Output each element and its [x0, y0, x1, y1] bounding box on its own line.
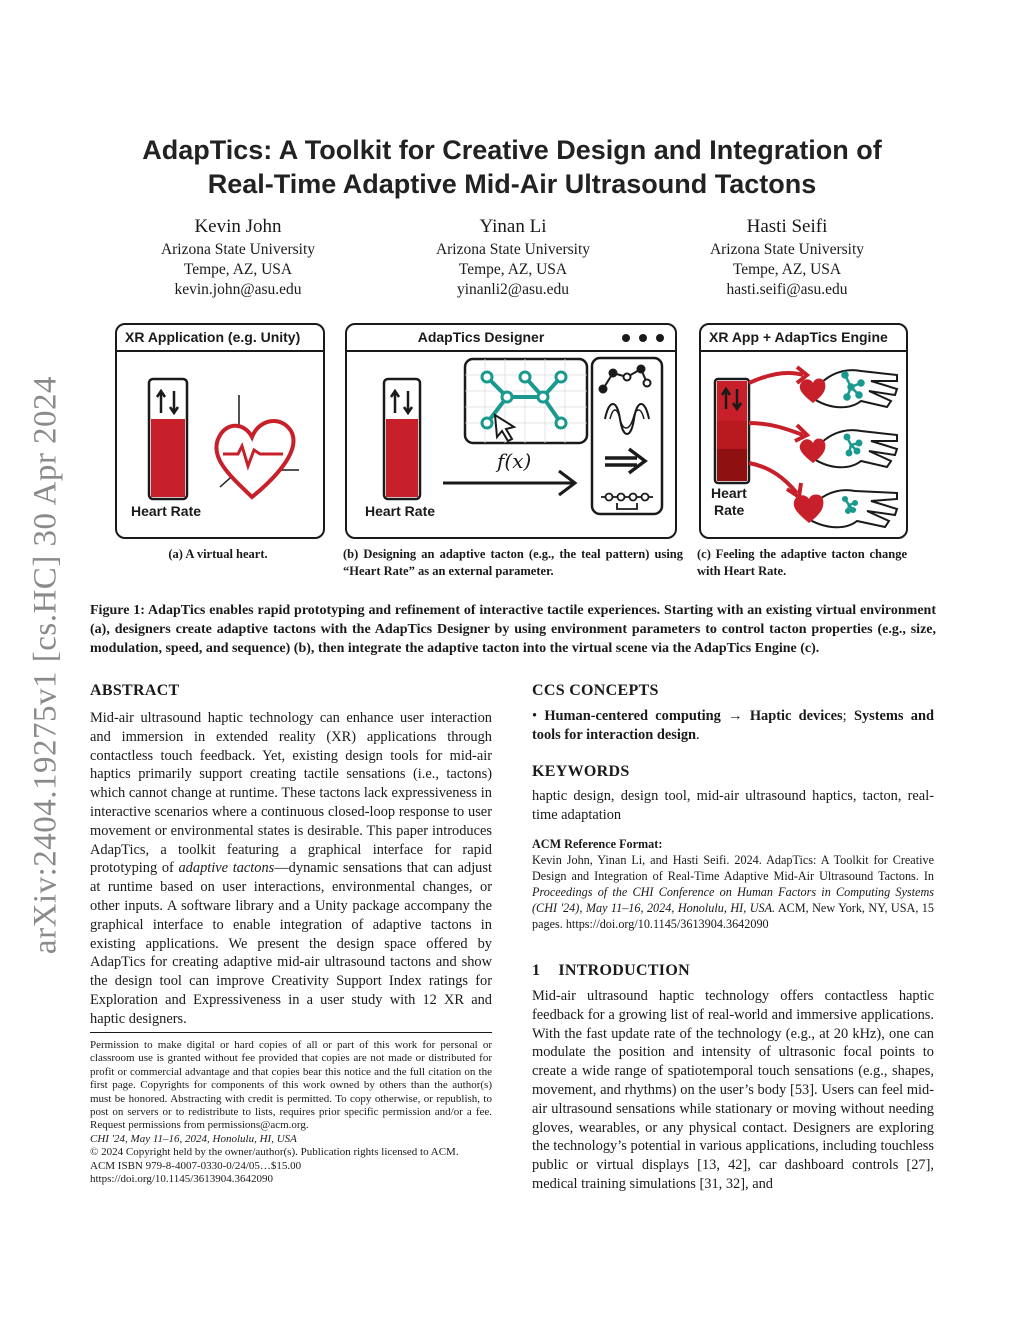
isbn: ACM ISBN 979-8-4007-0330-0/24/05…$15.00 [90, 1159, 302, 1172]
author-email[interactable]: yinanli2@asu.edu [457, 281, 569, 298]
author-email[interactable]: hasti.seifi@asu.edu [726, 281, 848, 298]
keywords-heading: KEYWORDS [532, 763, 630, 780]
gauge-segment-mid [717, 421, 747, 449]
author-name: Yinan Li [479, 216, 547, 237]
intro-heading [532, 962, 690, 980]
author-affiliation: Arizona State University [435, 241, 591, 258]
author-affiliation: Arizona State University [160, 241, 316, 258]
figure-panel-b [345, 323, 677, 539]
abstract-text-1: Mid-air ultrasound haptic technology can enhance user interaction and immersion in extended reality (XR) applications through contactless touch feedback. Yet, existing design tools for mid-air haptics primarily support creating tactile sensations (i.e., tactons) which cannot change at runtime. These tactons lack expressiveness in interactive scenarios where a continuous closed-loop response to user movement or environmental states is desirable. This paper introduces AdapTics, a toolkit featuring a graphical interface for rapid prototyping of [90, 710, 492, 877]
permission-block [90, 1039, 492, 1186]
subcaption-b: (b) Designing an adaptive tacton (e.g., the teal pattern) using “Heart Rate” as an external parameter. [343, 547, 683, 578]
acm-ref-1: Kevin John, Yinan Li, and Hasti Seifi. 2024. AdapTics: A Toolkit for Creative Design and Integration of Real-Time Adaptive Mid-Air Ultrasound Tactons. In [532, 853, 934, 883]
panel-c-heart-rate-label [711, 485, 747, 519]
author-name: Kevin John [194, 216, 282, 237]
arxiv-id: arXiv:2404.19275v1 [cs.HC] 30 Apr 2024 [27, 375, 64, 955]
footnote-rule [90, 1032, 492, 1033]
ccs-text [532, 707, 934, 745]
subcaption-a: (a) A virtual heart. [168, 547, 268, 561]
intro-number: 1 [532, 962, 541, 979]
title-line-1: AdapTics: A Toolkit for Creative Design and Integration of [142, 135, 882, 165]
ccs-bullet: • [532, 708, 538, 724]
author-email[interactable]: kevin.john@asu.edu [174, 281, 302, 298]
intro-title: INTRODUCTION [558, 962, 690, 979]
author-block [647, 214, 927, 300]
abstract-text-2: —dynamic sensations that can adjust at runtime based on user interactions, environmental changes, or other inputs. A software library and a Unity package accompany the graphical interface to enable integration of adaptive tactons in existing applications. We present the design space offered by AdapTics for creating adaptive mid-air ultrasound tactons and show the design tool can improve Creativity Support Index ratings for Exploration and Expressiveness in a user study with 12 XR and haptic designers. [90, 860, 492, 1027]
copyright: © 2024 Copyright held by the owner/author(s). Publication rights licensed to ACM. [90, 1146, 459, 1159]
ccs-heading: CCS CONCEPTS [532, 682, 659, 699]
author-location: Tempe, AZ, USA [732, 261, 842, 278]
acm-ref-2: ACM, New York, NY, USA, 15 pages. https://doi.org/10.1145/3613904.3642090 [532, 901, 934, 931]
gauge-segment-high [717, 381, 747, 421]
figure-caption: Figure 1: AdapTics enables rapid prototyping and refinement of interactive tactile experiences. Starting with an existing virtual environment (a), designers create adaptive tactons with the AdapTics Designer by using environment parameters to control tacton properties (e.g., size, modulation, speed, and sequence) (b), then integrate the adaptive tacton into the virtual scene via the AdapTics Engine (c). [90, 603, 936, 656]
ccs-item-1: Human-centered computing → Haptic devices [544, 708, 843, 724]
function-label: f(x) [497, 449, 532, 473]
acm-ref-text [532, 852, 934, 932]
panel-a-heart-rate-label: Heart Rate [131, 503, 202, 519]
author-affiliation: Arizona State University [709, 241, 865, 258]
gauge-fill [151, 419, 185, 497]
author-block [98, 214, 378, 300]
red-arrows [749, 367, 807, 497]
figure-panel-c [699, 323, 908, 539]
keywords-text: haptic design, design tool, mid-air ultrasound haptics, tacton, real-time adaptation [532, 788, 934, 823]
more-options-icon[interactable] [619, 331, 667, 345]
acm-ref-emphasis: Proceedings of the CHI Conference on Human Factors in Computing Systems (CHI '24), May 11–16, 2024, Honolulu, HI, USA. [532, 885, 934, 915]
panel-c-title: XR App + AdapTics Engine [701, 325, 906, 352]
title-line-2: Real-Time Adaptive Mid-Air Ultrasound Tactons [207, 169, 817, 199]
ccs-item-2: Systems and tools for interaction design [532, 708, 934, 743]
panel-a-title: XR Application (e.g. Unity) [117, 325, 323, 352]
abstract-emphasis: adaptive tactons [178, 860, 275, 877]
subcaption-c: (c) Feeling the adaptive tacton change with Heart Rate. [697, 547, 907, 578]
venue: CHI '24, May 11–16, 2024, Honolulu, HI, USA [90, 1132, 297, 1145]
author-location: Tempe, AZ, USA [183, 261, 293, 278]
arxiv-sidebar-stamp [28, 355, 64, 975]
gauge-segment-low [717, 449, 747, 481]
panel-c-label-line-1: Heart [711, 485, 747, 501]
ccs-separator: ; [842, 708, 854, 724]
heart-icon [216, 421, 293, 497]
author-name: Hasti Seifi [746, 216, 828, 237]
abstract-heading: ABSTRACT [90, 682, 180, 699]
panel-c-label-line-2: Rate [714, 502, 745, 518]
permission-text: Permission to make digital or hard copies of all or part of this work for personal or classroom use is granted without fee provided that copies are not made or distributed for profit or commercial advantage and that copies bear this notice and the full citation on the first page. Copyrights for components of this work owned by others than the author(s) must be honored. Abstracting with credit is permitted. To copy otherwise, or republish, to post on servers or to redistribute to lists, requires prior specific permission and/or a fee. Request permissions from permissions@acm.org. [90, 1039, 492, 1132]
figure-panel-a [115, 323, 325, 539]
abstract-text [90, 709, 492, 1029]
panel-b-title: AdapTics Designer [347, 325, 675, 352]
panel-b-heart-rate-label: Heart Rate [365, 503, 436, 519]
acm-ref-heading: ACM Reference Format: [532, 837, 663, 851]
arrow-right [443, 471, 575, 495]
author-location: Tempe, AZ, USA [458, 261, 568, 278]
gauge-fill [386, 419, 418, 497]
doi-link[interactable]: https://doi.org/10.1145/3613904.3642090 [90, 1173, 274, 1186]
author-block [373, 214, 653, 300]
ccs-end: . [696, 726, 700, 743]
intro-text: Mid-air ultrasound haptic technology offers contactless haptic feedback for a growing list of real-world and immersive applications. With the fast update rate of the technology (e.g., at 20 kHz), one can modulate the position and intensity of ultrasonic focal points to create a wide range of spatiotemporal touch sensations (e.g., shapes, movement, and rhythms) on the user’s body [53]. Users can feel mid-air ultrasound sensations while stationary or moving without needing gloves, wearables, or any physical contact. Designers are exploring the technology’s potential in various applications, including touchless public or virtual displays [13, 42], car dashboard controls [27], medical training simulations [31, 32], and [532, 988, 934, 1192]
paper-title [0, 133, 1024, 201]
